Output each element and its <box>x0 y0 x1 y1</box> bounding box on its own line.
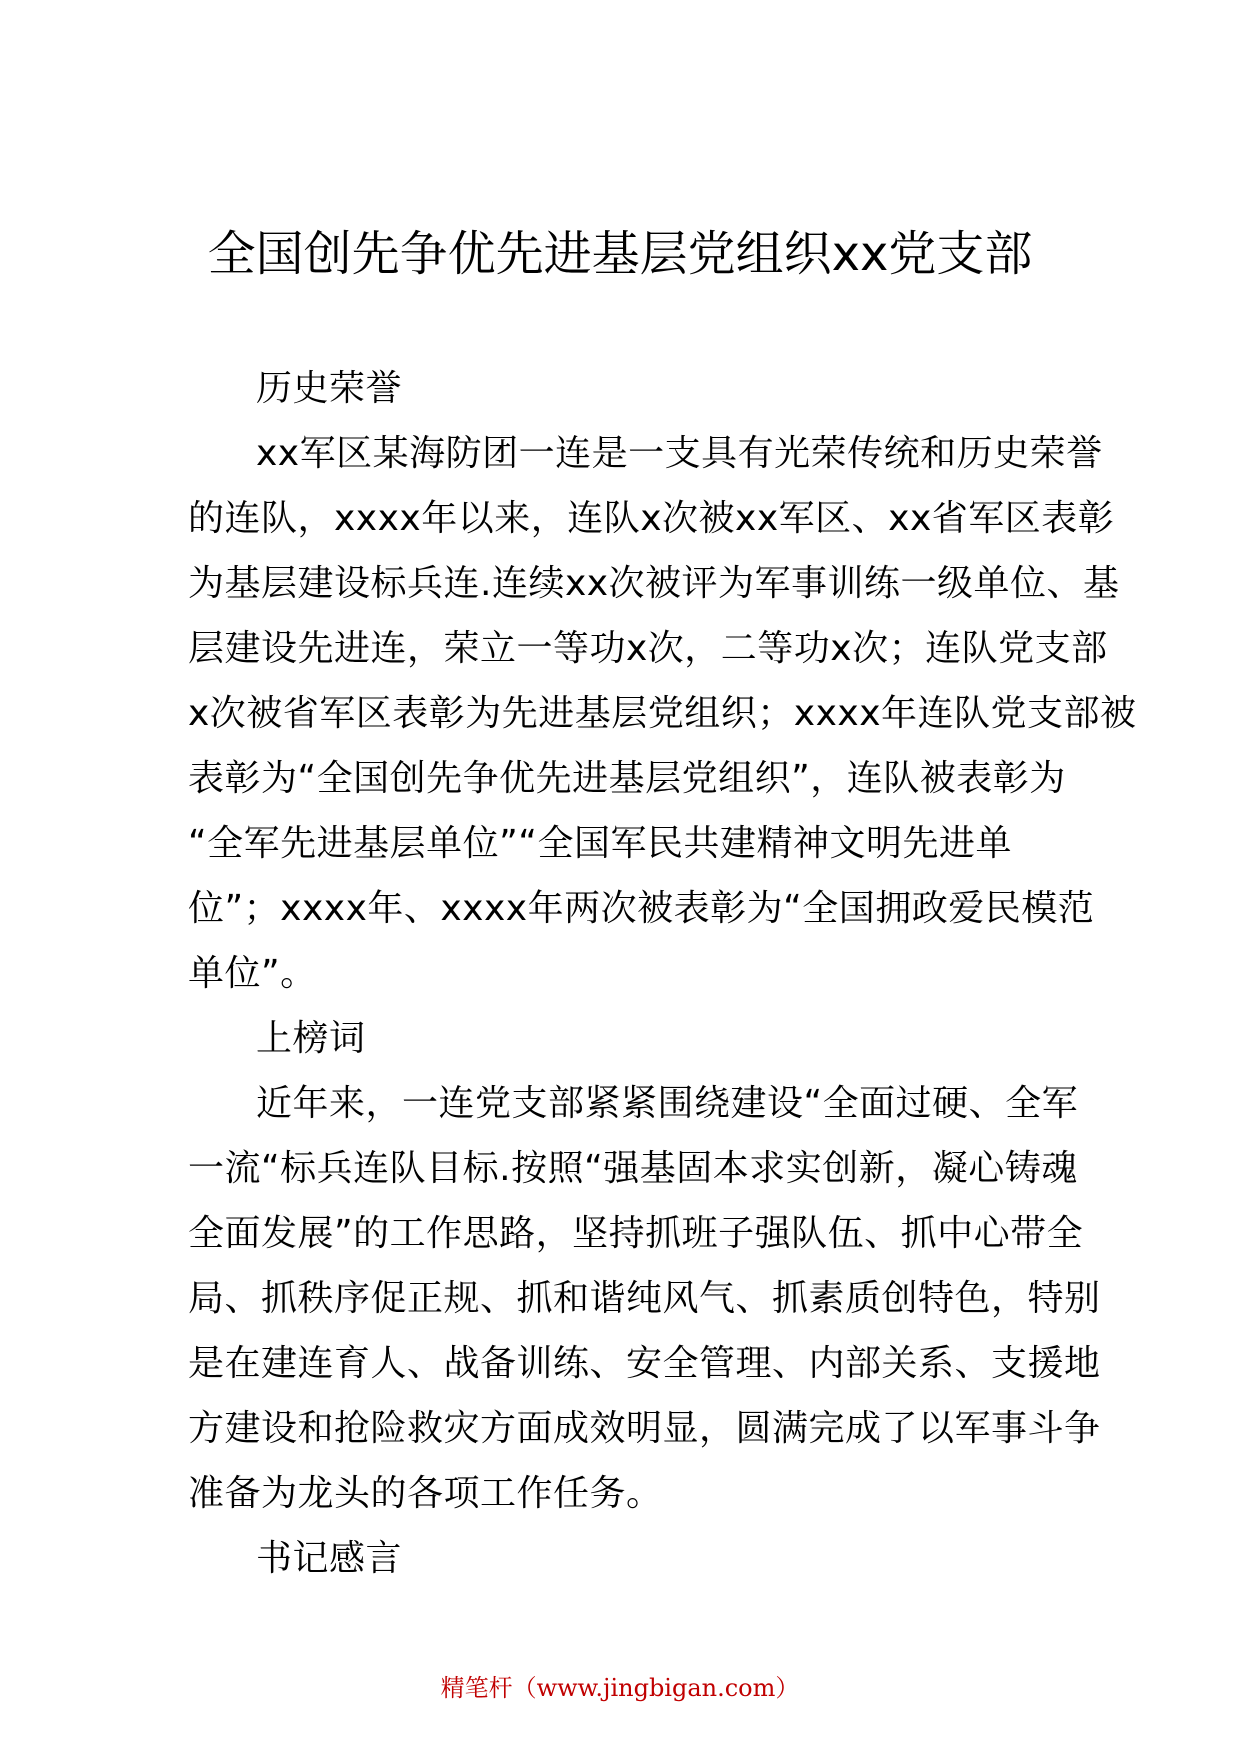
paragraph-line: 准备为龙头的各项工作任务。 <box>188 1473 663 1514</box>
paragraph-line: 方建设和抢险救灾方面成效明显，圆满完成了以军事斗争 <box>188 1408 1101 1449</box>
paragraph-line: xx军区某海防团一连是一支具有光荣传统和历史荣誉 <box>256 433 1103 474</box>
document-body <box>188 356 1137 1591</box>
section-heading-citation: 上榜词 <box>256 1018 366 1059</box>
paragraph-line: 为基层建设标兵连.连续xx次被评为军事训练一级单位、基 <box>188 563 1120 604</box>
section-paragraph-citation <box>188 1071 1101 1526</box>
paragraph-line: 单位”。 <box>188 953 317 994</box>
paragraph-line: 的连队，xxxx年以来，连队x次被xx军区、xx省军区表彰 <box>188 498 1115 539</box>
paragraph-line: 是在建连育人、战备训练、安全管理、内部关系、支援地 <box>188 1343 1101 1384</box>
footer-watermark-text: 精笔杆（www.jingbigan.com） <box>440 1674 800 1702</box>
paragraph-line: 位”；xxxx年、xxxx年两次被表彰为“全国拥政爱民模范 <box>188 888 1095 929</box>
paragraph-line: “全军先进基层单位”“全国军民共建精神文明先进单 <box>188 823 1012 864</box>
paragraph-line: 全面发展”的工作思路，坚持抓班子强队伍、抓中心带全 <box>188 1213 1084 1254</box>
document-title: 全国创先争优先进基层党组织xx党支部 <box>207 226 1033 282</box>
paragraph-line: 局、抓秩序促正规、抓和谐纯风气、抓素质创特色，特别 <box>188 1278 1101 1319</box>
paragraph-line: 一流“标兵连队目标.按照“强基固本求实创新，凝心铸魂 <box>188 1148 1078 1189</box>
section-paragraph-history <box>188 421 1137 1006</box>
section-heading-history: 历史荣誉 <box>256 368 403 409</box>
paragraph-line: 近年来，一连党支部紧紧围绕建设“全面过硬、全军 <box>256 1083 1079 1124</box>
section-heading-secretary-remarks: 书记感言 <box>256 1538 403 1579</box>
paragraph-line: 表彰为“全国创先争优先进基层党组织”，连队被表彰为 <box>188 758 1066 799</box>
paragraph-line: 层建设先进连，荣立一等功x次，二等功x次；连队党支部 <box>188 628 1108 669</box>
paragraph-line: x次被省军区表彰为先进基层党组织；xxxx年连队党支部被 <box>188 693 1137 734</box>
